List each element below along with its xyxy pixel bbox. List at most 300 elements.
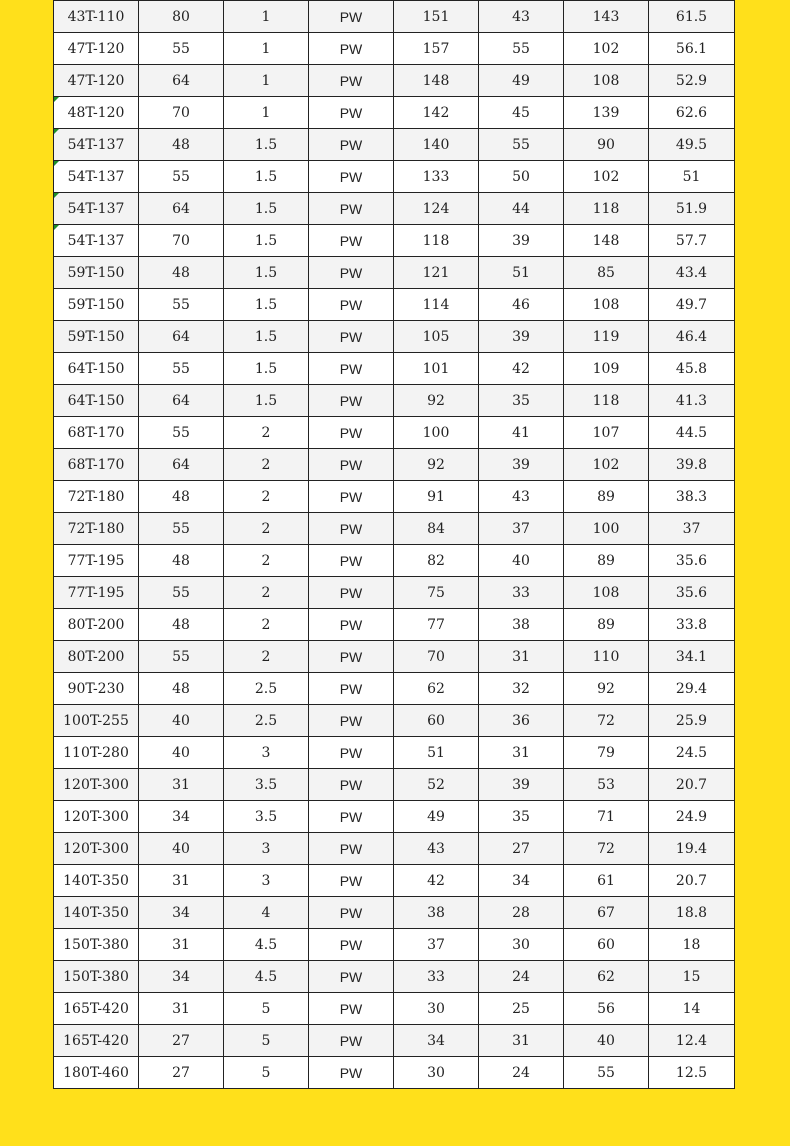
- col2-cell: 64: [139, 65, 224, 97]
- col7-cell: 118: [564, 385, 649, 417]
- col3-cell: 1.5: [224, 321, 309, 353]
- type-cell: PW: [309, 769, 394, 801]
- col5-cell: 43: [394, 833, 479, 865]
- col8-cell: 43.4: [649, 257, 735, 289]
- col3-cell: 1.5: [224, 129, 309, 161]
- col6-cell: 27: [479, 833, 564, 865]
- col8-cell: 18.8: [649, 897, 735, 929]
- col7-cell: 109: [564, 353, 649, 385]
- model-cell: 77T-195: [54, 545, 139, 577]
- col3-cell: 3.5: [224, 769, 309, 801]
- col6-cell: 43: [479, 481, 564, 513]
- col3-cell: 1.5: [224, 193, 309, 225]
- col3-cell: 5: [224, 993, 309, 1025]
- table-row: [54, 769, 735, 801]
- col8-cell: 41.3: [649, 385, 735, 417]
- col2-cell: 80: [139, 1, 224, 33]
- col5-cell: 91: [394, 481, 479, 513]
- type-cell: PW: [309, 865, 394, 897]
- table-row: [54, 865, 735, 897]
- table-row: [54, 449, 735, 481]
- col6-cell: 41: [479, 417, 564, 449]
- col2-cell: 27: [139, 1025, 224, 1057]
- col6-cell: 40: [479, 545, 564, 577]
- col6-cell: 33: [479, 577, 564, 609]
- col6-cell: 37: [479, 513, 564, 545]
- col6-cell: 51: [479, 257, 564, 289]
- col2-cell: 55: [139, 513, 224, 545]
- col6-cell: 39: [479, 449, 564, 481]
- col8-cell: 51: [649, 161, 735, 193]
- model-cell: 150T-380: [54, 929, 139, 961]
- col5-cell: 34: [394, 1025, 479, 1057]
- table-row: [54, 385, 735, 417]
- col7-cell: 85: [564, 257, 649, 289]
- model-cell: 59T-150: [54, 289, 139, 321]
- col3-cell: 1.5: [224, 161, 309, 193]
- col3-cell: 3: [224, 833, 309, 865]
- col8-cell: 44.5: [649, 417, 735, 449]
- col5-cell: 38: [394, 897, 479, 929]
- table-row: [54, 1025, 735, 1057]
- col8-cell: 46.4: [649, 321, 735, 353]
- table-row: [54, 609, 735, 641]
- type-cell: PW: [309, 609, 394, 641]
- col3-cell: 2: [224, 449, 309, 481]
- col8-cell: 19.4: [649, 833, 735, 865]
- col2-cell: 48: [139, 481, 224, 513]
- table-row: [54, 705, 735, 737]
- col7-cell: 119: [564, 321, 649, 353]
- col8-cell: 56.1: [649, 33, 735, 65]
- table-row: [54, 289, 735, 321]
- type-cell: PW: [309, 1025, 394, 1057]
- model-cell: 80T-200: [54, 641, 139, 673]
- table-row: [54, 545, 735, 577]
- table-row: [54, 929, 735, 961]
- col7-cell: 108: [564, 65, 649, 97]
- col2-cell: 40: [139, 705, 224, 737]
- col2-cell: 34: [139, 801, 224, 833]
- model-cell: 54T-137: [54, 129, 139, 161]
- col7-cell: 107: [564, 417, 649, 449]
- col6-cell: 46: [479, 289, 564, 321]
- col8-cell: 51.9: [649, 193, 735, 225]
- model-cell: 64T-150: [54, 353, 139, 385]
- col6-cell: 25: [479, 993, 564, 1025]
- model-cell: 54T-137: [54, 161, 139, 193]
- table-body: [54, 1, 735, 1089]
- col5-cell: 114: [394, 289, 479, 321]
- col2-cell: 40: [139, 833, 224, 865]
- col5-cell: 142: [394, 97, 479, 129]
- col3-cell: 1: [224, 65, 309, 97]
- table-row: [54, 737, 735, 769]
- col6-cell: 43: [479, 1, 564, 33]
- col7-cell: 102: [564, 33, 649, 65]
- col2-cell: 70: [139, 97, 224, 129]
- col2-cell: 70: [139, 225, 224, 257]
- col5-cell: 118: [394, 225, 479, 257]
- type-cell: PW: [309, 833, 394, 865]
- model-cell: 59T-150: [54, 257, 139, 289]
- model-cell: 100T-255: [54, 705, 139, 737]
- model-cell: 72T-180: [54, 481, 139, 513]
- col6-cell: 32: [479, 673, 564, 705]
- col2-cell: 64: [139, 193, 224, 225]
- col5-cell: 105: [394, 321, 479, 353]
- col5-cell: 75: [394, 577, 479, 609]
- col5-cell: 157: [394, 33, 479, 65]
- col7-cell: 139: [564, 97, 649, 129]
- col2-cell: 55: [139, 641, 224, 673]
- col7-cell: 100: [564, 513, 649, 545]
- col5-cell: 100: [394, 417, 479, 449]
- model-cell: 165T-420: [54, 1025, 139, 1057]
- model-cell: 72T-180: [54, 513, 139, 545]
- model-cell: 47T-120: [54, 65, 139, 97]
- col5-cell: 42: [394, 865, 479, 897]
- table-row: [54, 353, 735, 385]
- type-cell: PW: [309, 385, 394, 417]
- table-row: [54, 129, 735, 161]
- col3-cell: 5: [224, 1025, 309, 1057]
- col3-cell: 3: [224, 865, 309, 897]
- col7-cell: 143: [564, 1, 649, 33]
- type-cell: PW: [309, 289, 394, 321]
- col2-cell: 31: [139, 865, 224, 897]
- type-cell: PW: [309, 449, 394, 481]
- col5-cell: 151: [394, 1, 479, 33]
- col2-cell: 55: [139, 161, 224, 193]
- type-cell: PW: [309, 257, 394, 289]
- table-row: [54, 225, 735, 257]
- col5-cell: 30: [394, 993, 479, 1025]
- col6-cell: 35: [479, 801, 564, 833]
- col8-cell: 45.8: [649, 353, 735, 385]
- col5-cell: 124: [394, 193, 479, 225]
- table-row: [54, 833, 735, 865]
- col8-cell: 37: [649, 513, 735, 545]
- table-row: [54, 801, 735, 833]
- col2-cell: 55: [139, 353, 224, 385]
- table-row: [54, 33, 735, 65]
- col8-cell: 49.5: [649, 129, 735, 161]
- col3-cell: 1: [224, 33, 309, 65]
- col2-cell: 48: [139, 257, 224, 289]
- model-cell: 110T-280: [54, 737, 139, 769]
- col6-cell: 39: [479, 321, 564, 353]
- type-cell: PW: [309, 1, 394, 33]
- col5-cell: 77: [394, 609, 479, 641]
- col2-cell: 27: [139, 1057, 224, 1089]
- col6-cell: 50: [479, 161, 564, 193]
- col7-cell: 71: [564, 801, 649, 833]
- col6-cell: 55: [479, 129, 564, 161]
- col7-cell: 67: [564, 897, 649, 929]
- type-cell: PW: [309, 897, 394, 929]
- col7-cell: 62: [564, 961, 649, 993]
- model-cell: 90T-230: [54, 673, 139, 705]
- model-cell: 180T-460: [54, 1057, 139, 1089]
- table-row: [54, 321, 735, 353]
- col8-cell: 35.6: [649, 545, 735, 577]
- col7-cell: 79: [564, 737, 649, 769]
- type-cell: PW: [309, 993, 394, 1025]
- col2-cell: 55: [139, 417, 224, 449]
- col8-cell: 20.7: [649, 865, 735, 897]
- table-row: [54, 897, 735, 929]
- col5-cell: 92: [394, 385, 479, 417]
- type-cell: PW: [309, 353, 394, 385]
- col2-cell: 31: [139, 993, 224, 1025]
- col8-cell: 12.4: [649, 1025, 735, 1057]
- col5-cell: 148: [394, 65, 479, 97]
- col6-cell: 39: [479, 769, 564, 801]
- col8-cell: 62.6: [649, 97, 735, 129]
- col8-cell: 39.8: [649, 449, 735, 481]
- type-cell: PW: [309, 801, 394, 833]
- col2-cell: 48: [139, 129, 224, 161]
- type-cell: PW: [309, 961, 394, 993]
- col7-cell: 92: [564, 673, 649, 705]
- col3-cell: 1: [224, 97, 309, 129]
- col7-cell: 55: [564, 1057, 649, 1089]
- col3-cell: 5: [224, 1057, 309, 1089]
- col7-cell: 56: [564, 993, 649, 1025]
- table-row: [54, 1057, 735, 1089]
- col6-cell: 24: [479, 961, 564, 993]
- col3-cell: 1.5: [224, 257, 309, 289]
- table-row: [54, 65, 735, 97]
- table-row: [54, 641, 735, 673]
- col3-cell: 3: [224, 737, 309, 769]
- model-cell: 54T-137: [54, 193, 139, 225]
- col7-cell: 148: [564, 225, 649, 257]
- col8-cell: 29.4: [649, 673, 735, 705]
- col5-cell: 101: [394, 353, 479, 385]
- col8-cell: 15: [649, 961, 735, 993]
- type-cell: PW: [309, 225, 394, 257]
- type-cell: PW: [309, 737, 394, 769]
- col6-cell: 44: [479, 193, 564, 225]
- model-cell: 68T-170: [54, 417, 139, 449]
- col8-cell: 24.9: [649, 801, 735, 833]
- model-cell: 150T-380: [54, 961, 139, 993]
- col8-cell: 52.9: [649, 65, 735, 97]
- col5-cell: 133: [394, 161, 479, 193]
- col6-cell: 28: [479, 897, 564, 929]
- col2-cell: 64: [139, 321, 224, 353]
- col6-cell: 36: [479, 705, 564, 737]
- col8-cell: 20.7: [649, 769, 735, 801]
- col5-cell: 51: [394, 737, 479, 769]
- model-cell: 140T-350: [54, 865, 139, 897]
- model-cell: 120T-300: [54, 801, 139, 833]
- col6-cell: 31: [479, 1025, 564, 1057]
- model-cell: 48T-120: [54, 97, 139, 129]
- col3-cell: 2: [224, 609, 309, 641]
- table-row: [54, 161, 735, 193]
- model-cell: 140T-350: [54, 897, 139, 929]
- col7-cell: 108: [564, 577, 649, 609]
- col2-cell: 55: [139, 289, 224, 321]
- col8-cell: 49.7: [649, 289, 735, 321]
- col6-cell: 31: [479, 641, 564, 673]
- col8-cell: 34.1: [649, 641, 735, 673]
- col2-cell: 48: [139, 609, 224, 641]
- col6-cell: 39: [479, 225, 564, 257]
- col7-cell: 118: [564, 193, 649, 225]
- type-cell: PW: [309, 545, 394, 577]
- table-row: [54, 961, 735, 993]
- col8-cell: 35.6: [649, 577, 735, 609]
- col2-cell: 55: [139, 33, 224, 65]
- model-cell: 120T-300: [54, 833, 139, 865]
- col7-cell: 102: [564, 161, 649, 193]
- table-row: [54, 257, 735, 289]
- col5-cell: 60: [394, 705, 479, 737]
- col5-cell: 49: [394, 801, 479, 833]
- col8-cell: 25.9: [649, 705, 735, 737]
- col5-cell: 37: [394, 929, 479, 961]
- table-row: [54, 993, 735, 1025]
- type-cell: PW: [309, 193, 394, 225]
- col7-cell: 89: [564, 609, 649, 641]
- col2-cell: 34: [139, 897, 224, 929]
- model-cell: 47T-120: [54, 33, 139, 65]
- col6-cell: 42: [479, 353, 564, 385]
- table-row: [54, 481, 735, 513]
- table-row: [54, 417, 735, 449]
- col8-cell: 57.7: [649, 225, 735, 257]
- col8-cell: 18: [649, 929, 735, 961]
- col3-cell: 2: [224, 481, 309, 513]
- col7-cell: 61: [564, 865, 649, 897]
- type-cell: PW: [309, 929, 394, 961]
- col7-cell: 89: [564, 481, 649, 513]
- col6-cell: 31: [479, 737, 564, 769]
- model-cell: 54T-137: [54, 225, 139, 257]
- col5-cell: 121: [394, 257, 479, 289]
- col8-cell: 24.5: [649, 737, 735, 769]
- model-cell: 77T-195: [54, 577, 139, 609]
- col6-cell: 55: [479, 33, 564, 65]
- col5-cell: 84: [394, 513, 479, 545]
- model-cell: 120T-300: [54, 769, 139, 801]
- col5-cell: 92: [394, 449, 479, 481]
- col3-cell: 1.5: [224, 225, 309, 257]
- col2-cell: 64: [139, 385, 224, 417]
- col2-cell: 31: [139, 929, 224, 961]
- col5-cell: 62: [394, 673, 479, 705]
- col6-cell: 49: [479, 65, 564, 97]
- col5-cell: 30: [394, 1057, 479, 1089]
- col6-cell: 35: [479, 385, 564, 417]
- table-row: [54, 673, 735, 705]
- col3-cell: 2.5: [224, 673, 309, 705]
- col8-cell: 33.8: [649, 609, 735, 641]
- col8-cell: 14: [649, 993, 735, 1025]
- model-cell: 59T-150: [54, 321, 139, 353]
- type-cell: PW: [309, 417, 394, 449]
- col5-cell: 70: [394, 641, 479, 673]
- col6-cell: 38: [479, 609, 564, 641]
- type-cell: PW: [309, 321, 394, 353]
- table-row: [54, 513, 735, 545]
- col7-cell: 53: [564, 769, 649, 801]
- table-row: [54, 193, 735, 225]
- col8-cell: 61.5: [649, 1, 735, 33]
- type-cell: PW: [309, 673, 394, 705]
- type-cell: PW: [309, 1057, 394, 1089]
- col3-cell: 2: [224, 513, 309, 545]
- col7-cell: 72: [564, 705, 649, 737]
- model-cell: 165T-420: [54, 993, 139, 1025]
- type-cell: PW: [309, 161, 394, 193]
- model-cell: 80T-200: [54, 609, 139, 641]
- col2-cell: 48: [139, 673, 224, 705]
- col3-cell: 2: [224, 641, 309, 673]
- col2-cell: 55: [139, 577, 224, 609]
- col6-cell: 30: [479, 929, 564, 961]
- table-row: [54, 577, 735, 609]
- col6-cell: 34: [479, 865, 564, 897]
- col2-cell: 64: [139, 449, 224, 481]
- type-cell: PW: [309, 577, 394, 609]
- col7-cell: 72: [564, 833, 649, 865]
- col3-cell: 2.5: [224, 705, 309, 737]
- col7-cell: 102: [564, 449, 649, 481]
- col6-cell: 45: [479, 97, 564, 129]
- type-cell: PW: [309, 129, 394, 161]
- col5-cell: 140: [394, 129, 479, 161]
- type-cell: PW: [309, 33, 394, 65]
- col8-cell: 38.3: [649, 481, 735, 513]
- col8-cell: 12.5: [649, 1057, 735, 1089]
- table-row: [54, 97, 735, 129]
- col3-cell: 1.5: [224, 289, 309, 321]
- col2-cell: 31: [139, 769, 224, 801]
- col5-cell: 82: [394, 545, 479, 577]
- type-cell: PW: [309, 97, 394, 129]
- col6-cell: 24: [479, 1057, 564, 1089]
- col7-cell: 40: [564, 1025, 649, 1057]
- col3-cell: 4: [224, 897, 309, 929]
- col7-cell: 90: [564, 129, 649, 161]
- spec-table: [53, 0, 735, 1089]
- col3-cell: 1.5: [224, 353, 309, 385]
- col2-cell: 40: [139, 737, 224, 769]
- col3-cell: 1: [224, 1, 309, 33]
- col3-cell: 4.5: [224, 929, 309, 961]
- model-cell: 68T-170: [54, 449, 139, 481]
- col3-cell: 2: [224, 417, 309, 449]
- col3-cell: 1.5: [224, 385, 309, 417]
- col7-cell: 110: [564, 641, 649, 673]
- col2-cell: 48: [139, 545, 224, 577]
- col7-cell: 108: [564, 289, 649, 321]
- type-cell: PW: [309, 641, 394, 673]
- col7-cell: 60: [564, 929, 649, 961]
- col3-cell: 4.5: [224, 961, 309, 993]
- type-cell: PW: [309, 481, 394, 513]
- table-row: [54, 1, 735, 33]
- model-cell: 64T-150: [54, 385, 139, 417]
- col3-cell: 3.5: [224, 801, 309, 833]
- col3-cell: 2: [224, 545, 309, 577]
- type-cell: PW: [309, 705, 394, 737]
